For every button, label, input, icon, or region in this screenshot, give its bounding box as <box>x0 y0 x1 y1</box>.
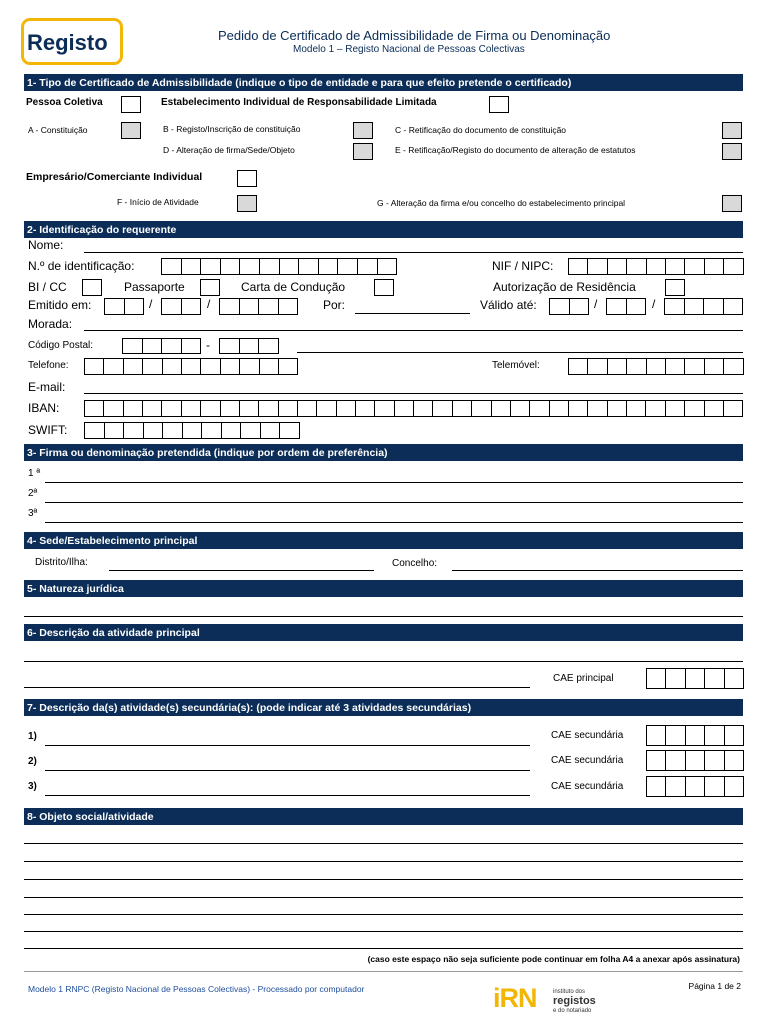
irn-logo-mark: iRN <box>493 983 537 1013</box>
label-estabelecimento-individual: Estabelecimento Individual de Responsabilidade Limitada <box>161 97 437 108</box>
label-preferencia-2: 2ª <box>28 488 38 499</box>
input-atividade-principal-2[interactable] <box>24 687 530 688</box>
input-objeto-social-6[interactable] <box>24 931 743 932</box>
input-objeto-social-5[interactable] <box>24 914 743 915</box>
input-nome[interactable] <box>84 252 743 253</box>
label-nome: Nome: <box>28 238 64 252</box>
input-firma-3[interactable] <box>45 522 743 523</box>
label-option-b: B - Registo/Inscrição de constituição <box>163 124 301 134</box>
form-subtitle: Modelo 1 – Registo Nacional de Pessoas Colectivas <box>293 44 525 55</box>
section-4-header: 4- Sede/Estabelecimento principal <box>24 532 743 549</box>
label-pessoa-coletiva: Pessoa Coletiva <box>26 97 103 108</box>
label-cae-secundaria-1: CAE secundária <box>551 730 624 741</box>
input-telemovel[interactable] <box>568 358 744 375</box>
section-7-header: 7- Descrição da(s) atividade(s) secundária(s): (pode indicar até 3 atividades secundárias) <box>24 699 743 716</box>
input-emitido-dia[interactable] <box>104 298 144 315</box>
section-8-header: 8- Objeto social/atividade <box>24 808 743 825</box>
form-title: Pedido de Certificado de Admissibilidade de Firma ou Denominação <box>218 28 611 43</box>
input-natureza-juridica[interactable] <box>24 616 743 617</box>
label-option-d: D - Alteração de firma/Sede/Objeto <box>163 145 295 155</box>
section-2-header: 2- Identificação do requerente <box>24 221 743 238</box>
label-bi-cc: BI / CC <box>28 280 67 294</box>
irn-logo-line-2: registos <box>553 995 596 1007</box>
input-emitido-mes[interactable] <box>161 298 201 315</box>
checkbox-pessoa-coletiva[interactable] <box>121 96 141 113</box>
label-swift: SWIFT: <box>28 423 68 437</box>
label-distrito: Distrito/Ilha: <box>35 557 88 568</box>
checkbox-carta-conducao[interactable] <box>374 279 394 296</box>
continuation-note: (caso este espaço não seja suficiente pode continuar em folha A4 a anexar após assinatura) <box>367 954 740 964</box>
label-option-f: F - Início de Atividade <box>117 197 199 207</box>
label-secundaria-2: 2) <box>28 756 37 767</box>
input-cae-principal[interactable] <box>646 668 744 689</box>
irn-logo-line-3: e do notariado <box>553 1008 592 1014</box>
section-6-header: 6- Descrição da atividade principal <box>24 624 743 641</box>
input-atividade-principal-1[interactable] <box>24 661 743 662</box>
dash-codigo-postal: - <box>206 338 210 352</box>
label-cae-secundaria-3: CAE secundária <box>551 781 624 792</box>
section-3-header: 3- Firma ou denominação pretendida (indique por ordem de preferência) <box>24 444 743 461</box>
footer-model-text: Modelo 1 RNPC (Registo Nacional de Pessoas Colectivas) - Processado por computador <box>28 984 365 994</box>
input-cae-secundaria-2[interactable] <box>646 750 744 771</box>
label-option-e: E - Retificação/Registo do documento de alteração de estatutos <box>395 145 636 155</box>
label-concelho: Concelho: <box>392 558 438 569</box>
label-secundaria-3: 3) <box>28 781 37 792</box>
slash-1: / <box>149 297 153 311</box>
section-1-header: 1- Tipo de Certificado de Admissibilidade (indique o tipo de entidade e para que efeito pretende o certificado) <box>24 74 743 91</box>
checkbox-bi-cc[interactable] <box>82 279 102 296</box>
checkbox-option-g[interactable] <box>722 195 742 212</box>
input-codigo-postal-extensao[interactable] <box>219 338 279 354</box>
page-number: Página 1 de 2 <box>688 981 741 991</box>
label-morada: Morada: <box>28 317 73 331</box>
label-telefone: Telefone: <box>28 360 69 371</box>
input-n-identificacao[interactable] <box>161 258 397 275</box>
input-distrito[interactable] <box>109 570 374 571</box>
label-secundaria-1: 1) <box>28 731 37 742</box>
input-iban[interactable] <box>84 400 743 417</box>
input-cae-secundaria-3[interactable] <box>646 776 744 797</box>
label-email: E-mail: <box>28 380 66 394</box>
checkbox-option-f[interactable] <box>237 195 257 212</box>
input-valido-mes[interactable] <box>606 298 646 315</box>
input-codigo-postal[interactable] <box>122 338 201 354</box>
input-morada[interactable] <box>84 330 743 331</box>
input-objeto-social-1[interactable] <box>24 843 743 844</box>
label-telemovel: Telemóvel: <box>492 360 540 371</box>
logo-text: Registo <box>27 30 108 55</box>
input-valido-ano[interactable] <box>664 298 743 315</box>
input-atividade-secundaria-3[interactable] <box>45 795 530 796</box>
label-empresario: Empresário/Comerciante Individual <box>26 171 203 183</box>
input-atividade-secundaria-2[interactable] <box>45 770 530 771</box>
label-option-g: G - Alteração da firma e/ou concelho do estabelecimento principal <box>377 198 626 208</box>
label-nif: NIF / NIPC: <box>492 259 554 273</box>
label-cae-secundaria-2: CAE secundária <box>551 755 624 766</box>
slash-2: / <box>207 297 211 311</box>
label-preferencia-3: 3ª <box>28 508 38 519</box>
checkbox-option-e[interactable] <box>722 143 742 160</box>
footer-divider <box>24 971 743 972</box>
label-emitido: Emitido em: <box>28 298 92 312</box>
input-concelho[interactable] <box>452 570 743 571</box>
label-cae-principal: CAE principal <box>553 673 614 684</box>
input-valido-dia[interactable] <box>549 298 589 315</box>
label-preferencia-1: 1 ª <box>28 468 41 479</box>
label-por: Por: <box>323 298 346 312</box>
label-autorizacao-residencia: Autorização de Residência <box>493 280 636 294</box>
label-codigo-postal: Código Postal: <box>28 340 94 351</box>
checkbox-option-a[interactable] <box>121 122 141 139</box>
slash-4: / <box>652 297 656 311</box>
label-option-c: C - Retificação do documento de constituição <box>395 125 567 135</box>
input-swift[interactable] <box>84 422 300 439</box>
checkbox-option-d[interactable] <box>353 143 373 160</box>
label-carta-conducao: Carta de Condução <box>241 280 346 294</box>
input-objeto-social-7[interactable] <box>24 948 743 949</box>
input-cae-secundaria-1[interactable] <box>646 725 744 746</box>
input-emitido-ano[interactable] <box>219 298 298 315</box>
input-atividade-secundaria-1[interactable] <box>45 745 530 746</box>
checkbox-empresario[interactable] <box>237 170 257 187</box>
section-5-header: 5- Natureza jurídica <box>24 580 743 597</box>
input-localidade[interactable] <box>297 352 743 353</box>
checkbox-passaporte[interactable] <box>200 279 220 296</box>
label-option-a: A - Constituição <box>28 125 88 135</box>
input-nif[interactable] <box>568 258 744 275</box>
checkbox-autorizacao-residencia[interactable] <box>665 279 685 296</box>
input-objeto-social-3[interactable] <box>24 879 743 880</box>
label-valido: Válido até: <box>480 298 537 312</box>
input-por[interactable] <box>355 313 470 314</box>
input-email[interactable] <box>84 393 743 394</box>
input-objeto-social-4[interactable] <box>24 897 743 898</box>
input-telefone[interactable] <box>84 358 298 375</box>
registo-logo <box>21 18 123 65</box>
input-firma-2[interactable] <box>45 502 743 503</box>
irn-logo-line-1: instituto dos <box>553 989 586 995</box>
label-passaporte: Passaporte <box>124 280 185 294</box>
checkbox-option-c[interactable] <box>722 122 742 139</box>
input-firma-1[interactable] <box>45 482 743 483</box>
checkbox-option-b[interactable] <box>353 122 373 139</box>
slash-3: / <box>594 297 598 311</box>
checkbox-estabelecimento-individual[interactable] <box>489 96 509 113</box>
label-iban: IBAN: <box>28 401 60 415</box>
label-n-identificacao: N.º de identificação: <box>28 259 135 273</box>
input-objeto-social-2[interactable] <box>24 861 743 862</box>
